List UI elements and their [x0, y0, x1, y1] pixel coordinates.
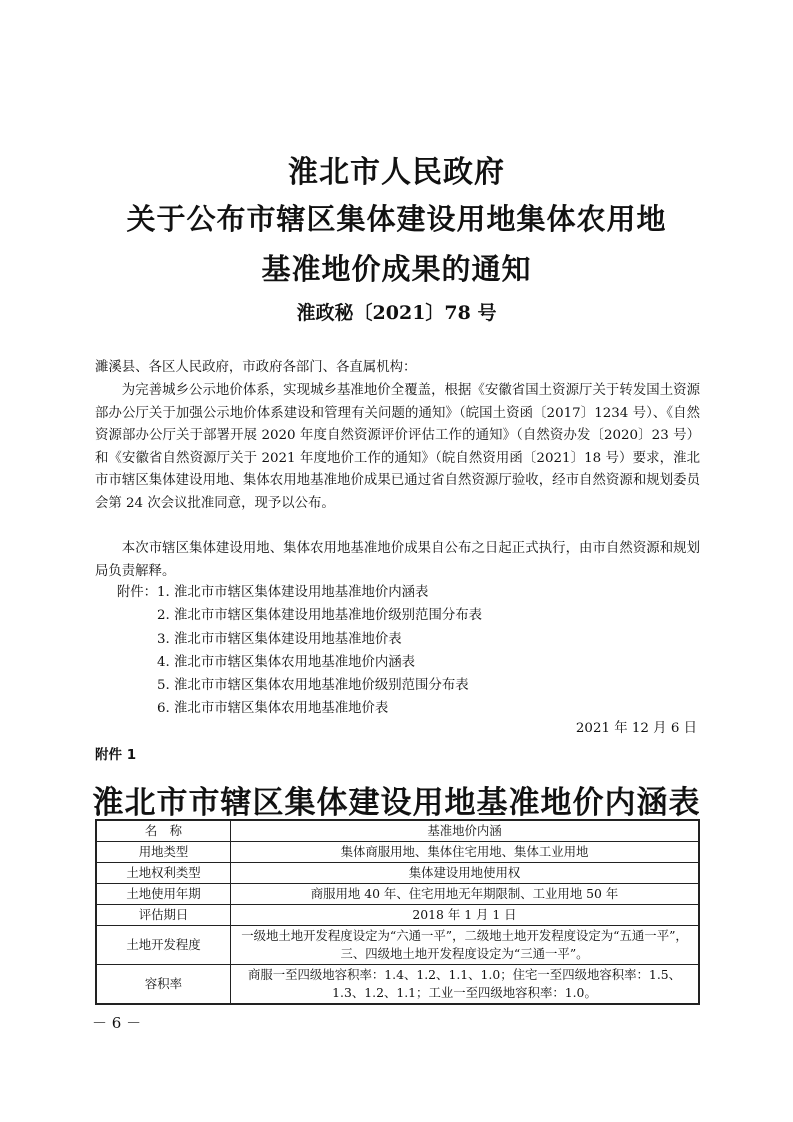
salutation: 濉溪县、各区人民政府，市政府各部门、各直属机构： [95, 360, 417, 375]
land-price-connotation-table [95, 819, 700, 1005]
attachment-prefix: 附件： [116, 585, 157, 600]
issue-date: 2021 年 12 月 6 日 [575, 721, 697, 736]
row-label: 土地使用年期 [96, 884, 231, 905]
attachment-list [95, 581, 700, 721]
attachment-item [95, 628, 700, 651]
row-label: 评估期日 [96, 905, 231, 926]
body-paragraph-1: 为完善城乡公示地价体系，实现城乡基准地价全覆盖，根据《安徽省国土资源厅关于转发国土资源部办公厅关于加强公示地价体系建设和管理有关问题的通知》（皖国土资函〔2017〕1234 号）、《自然资源部办公厅关于部署开展 2020 年度自然资源评价评估工作的通知》（自然资办发〔2020〕23 号）和《安徽省自然资源厅关于 2021 年度地价工作的通知》（皖自然资用函〔2021〕18 号）要求，淮北市市辖区集体建设用地、集体农用地基准地价成果已通过省自然资源厅验收，经市自然资源和规划委员会第 24 次会议批准同意，现予以公布。 [95, 383, 700, 511]
table-row [96, 965, 699, 1005]
attachment-text: 1. 淮北市市辖区集体建设用地基准地价内涵表 [157, 585, 429, 600]
attachment-text: 5. 淮北市市辖区集体农用地基准地价级别范围分布表 [157, 678, 469, 694]
row-value: 集体商服用地、集体住宅用地、集体工业用地 [231, 842, 700, 863]
row-label: 土地开发程度 [96, 926, 231, 965]
header-cell-name: 名 称 [96, 820, 231, 842]
annex-table-title: 淮北市市辖区集体建设用地基准地价内涵表 [92, 785, 701, 821]
attachment-text: 2. 淮北市市辖区集体建设用地基准地价级别范围分布表 [157, 608, 483, 624]
attachment-item [95, 651, 700, 674]
notice-title-line1: 淮北市人民政府 [288, 155, 505, 190]
row-value: 商服用地 40 年、住宅用地无年期限制、工业用地 50 年 [231, 884, 700, 905]
notice-title-line3: 基准地价成果的通知 [261, 252, 532, 286]
attachment-text: 4. 淮北市市辖区集体农用地基准地价内涵表 [157, 654, 416, 670]
body-paragraph-2: 本次市辖区集体建设用地、集体农用地基准地价成果自公布之日起正式执行，由市自然资源和规划局负责解释。 [95, 541, 700, 579]
table-row [96, 842, 699, 863]
attachment-item [95, 604, 700, 627]
row-label: 用地类型 [96, 842, 231, 863]
row-value: 集体建设用地使用权 [231, 863, 700, 884]
attachment-item [95, 674, 700, 697]
table-row [96, 926, 699, 965]
document-number: 淮政秘〔2021〕78 号 [296, 302, 497, 324]
row-value: 商服一至四级地容积率：1.4、1.2、1.1、1.0；住宅一至四级地容积率：1.5、1.3、1.2、1.1；工业一至四级地容积率：1.0。 [231, 965, 700, 1005]
attachment-text: 3. 淮北市市辖区集体建设用地基准地价表 [157, 631, 402, 647]
attachment-text: 6. 淮北市市辖区集体农用地基准地价表 [157, 701, 389, 717]
annex-label: 附件 1 [95, 747, 137, 763]
row-label: 土地权利类型 [96, 863, 231, 884]
row-label: 容积率 [96, 965, 231, 1005]
table-row [96, 884, 699, 905]
table-row [96, 863, 699, 884]
table-header-row [96, 820, 699, 842]
row-value: 一级地土地开发程度设定为“六通一平”，二级地土地开发程度设定为“五通一平”，三、四级地土地开发程度设定为“三通一平”。 [231, 926, 700, 965]
table-row [96, 905, 699, 926]
attachment-item [95, 581, 700, 604]
row-value: 2018 年 1 月 1 日 [231, 905, 700, 926]
notice-title-line2: 关于公布市辖区集体建设用地集体农用地 [126, 202, 667, 236]
page-number: － 6 － [92, 1014, 142, 1032]
header-cell-content: 基准地价内涵 [231, 820, 700, 842]
